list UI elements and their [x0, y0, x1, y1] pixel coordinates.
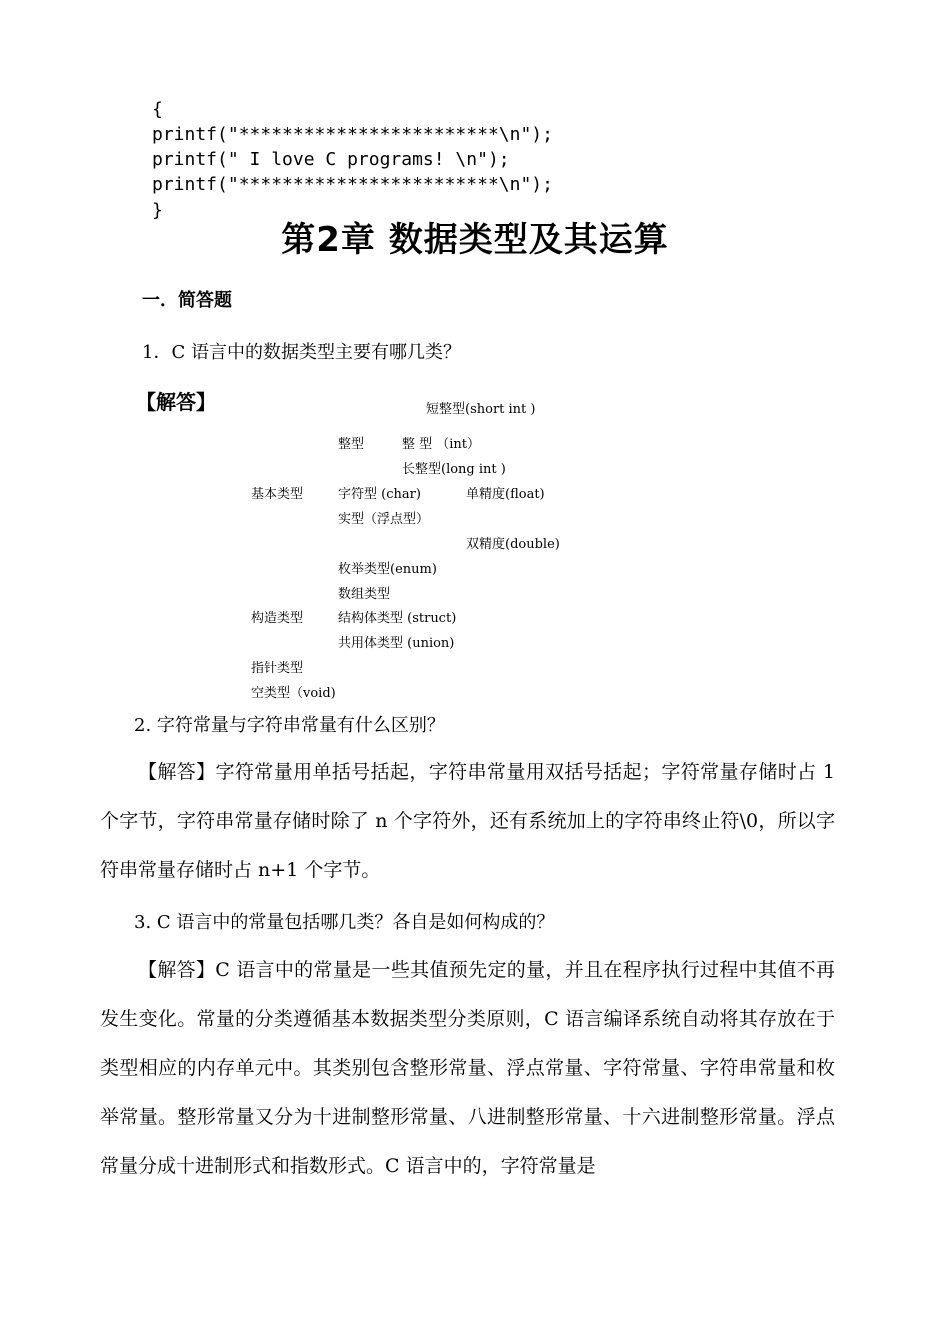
- code-line-5: }: [152, 200, 163, 221]
- code-line-4: printf("************************\n");: [152, 174, 553, 195]
- tree-construct-type: 构造类型: [251, 611, 304, 626]
- tree-array: 数组类型: [338, 587, 391, 602]
- tree-float: 单精度(float): [466, 487, 545, 502]
- tree-real: 实型（浮点型）: [338, 512, 430, 527]
- answer-3: 【解答】C 语言中的常量是一些其值预先定的量，并且在程序执行过程中其值不再发生变化。常量的分类遵循基本数据类型分类原则，C 语言编译系统自动将其存放在于类型相应的内存单元中。其类别包含整形常量、浮点常量、字符常量、字符串常量和枚举常量。整形常量又分为十进制整形常量、八进制整形常量、十六进制整形常量。浮点常量分成十进制形式和指数形式。C 语言中的，字符常量是: [100, 959, 835, 1177]
- tree-basic-type: 基本类型: [251, 487, 304, 502]
- tree-union: 共用体类型 (union): [338, 636, 455, 651]
- tree-enum: 枚举类型(enum): [338, 562, 437, 577]
- question-2: 2. 字符常量与字符串常量有什么区别？: [134, 715, 445, 736]
- tree-void: 空类型（void): [251, 686, 336, 701]
- question-1: 1．C 语言中的数据类型主要有哪几类？: [142, 342, 461, 363]
- tree-char: 字符型 (char): [338, 487, 421, 502]
- tree-long-int: 长整型(long int ): [402, 462, 506, 477]
- code-line-2: printf("************************\n");: [152, 124, 553, 145]
- tree-struct: 结构体类型 (struct): [338, 611, 457, 626]
- question-3: 3. C 语言中的常量包括哪几类？各自是如何构成的？: [134, 912, 555, 933]
- tree-int: 整 型 （int）: [402, 437, 481, 452]
- answer-label: 【解答】: [136, 390, 216, 414]
- tree-integer: 整型: [338, 437, 365, 452]
- chapter-title: 第2章 数据类型及其运算: [281, 220, 669, 260]
- tree-double: 双精度(double): [466, 537, 560, 552]
- answer-2: 【解答】字符常量用单括号括起，字符串常量用双括号括起；字符常量存储时占 1 个字节，字符串常量存储时除了 n 个字符外，还有系统加上的字符串终止符\0，所以字符串常量存储时占 n+1 个字节。: [100, 761, 835, 881]
- code-line-3: printf(" I love C programs! \n");: [152, 149, 510, 170]
- code-line-1: {: [152, 99, 163, 120]
- section-title: 一．简答题: [142, 290, 232, 311]
- tree-pointer: 指针类型: [251, 661, 304, 676]
- tree-short-int: 短整型(short int ): [426, 402, 536, 417]
